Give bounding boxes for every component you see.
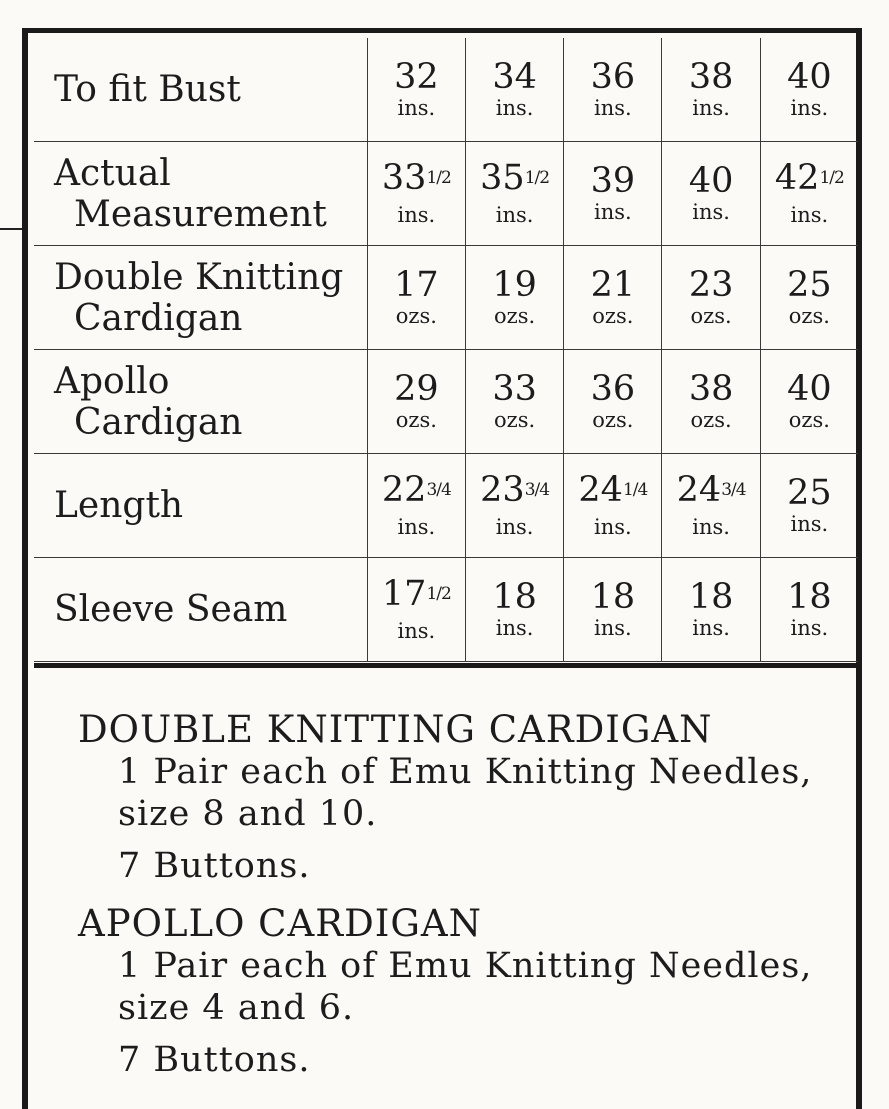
size-cell	[564, 246, 662, 350]
cell-whole-number: 33	[492, 368, 537, 409]
cell-value	[564, 576, 661, 617]
cell-fraction: 1/2	[819, 167, 844, 188]
cell-value	[761, 56, 858, 97]
cell-whole-number: 18	[787, 576, 832, 617]
cell-value	[761, 368, 858, 409]
cell-unit: ozs.	[788, 303, 830, 328]
size-cell	[760, 142, 858, 246]
cell-value	[662, 264, 759, 305]
dk-needles-line-1: 1 Pair each of Emu Knitting Needles,	[118, 752, 813, 792]
cell-whole-number: 39	[590, 160, 636, 201]
size-cell	[760, 350, 858, 454]
size-cell	[367, 558, 465, 662]
cell-whole-number: 22	[381, 469, 427, 510]
size-cell	[465, 38, 563, 142]
cell-unit: ins.	[495, 95, 534, 120]
cell-whole-number: 35	[480, 157, 525, 198]
dk-needles-line-2: size 8 and 10.	[118, 794, 378, 834]
cell-unit: ins.	[594, 199, 632, 224]
cell-value	[662, 576, 759, 617]
cell-value	[564, 469, 661, 514]
cell-whole-number: 18	[590, 576, 636, 617]
cell-whole-number: 38	[688, 368, 734, 409]
size-cell	[564, 142, 662, 246]
cell-whole-number: 33	[381, 157, 427, 198]
size-cell	[367, 350, 465, 454]
cell-whole-number: 40	[787, 56, 832, 97]
cell-value	[761, 576, 858, 617]
size-cell	[760, 38, 858, 142]
cell-value	[662, 368, 759, 409]
cell-value	[466, 157, 563, 202]
cell-value	[466, 264, 563, 305]
size-cell	[564, 38, 662, 142]
cell-unit: ins.	[495, 514, 534, 539]
row-label-line: Sleeve Seam	[54, 589, 288, 630]
cell-unit: ozs.	[395, 407, 437, 432]
row-label	[34, 558, 367, 662]
cell-value	[564, 264, 661, 305]
size-cell	[662, 454, 760, 558]
size-cell	[465, 350, 563, 454]
row-label	[34, 142, 367, 246]
row-label	[34, 454, 367, 558]
cell-unit: ozs.	[592, 303, 634, 328]
cell-unit: ozs.	[690, 407, 732, 432]
section-divider	[34, 663, 862, 668]
cell-unit: ozs.	[395, 303, 437, 328]
cell-value	[466, 56, 563, 97]
cell-value	[564, 368, 661, 409]
dk-buttons: 7 Buttons.	[118, 846, 311, 886]
cell-fraction: 3/4	[721, 479, 746, 500]
cell-fraction: 3/4	[524, 479, 550, 500]
table-row	[34, 38, 858, 142]
cell-whole-number: 23	[688, 264, 734, 305]
row-label-line: Actual	[54, 152, 171, 194]
cell-whole-number: 36	[590, 56, 636, 97]
cell-value	[761, 472, 858, 513]
cell-whole-number: 24	[578, 469, 623, 510]
cell-value	[368, 573, 465, 618]
cell-value	[662, 56, 759, 97]
materials-section	[78, 709, 858, 1081]
cell-whole-number: 18	[492, 576, 537, 617]
cell-value	[761, 264, 858, 305]
cell-unit: ins.	[594, 95, 632, 120]
cell-unit: ins.	[397, 618, 436, 643]
cell-unit: ins.	[790, 615, 829, 640]
cell-fraction: 3/4	[426, 479, 451, 500]
size-cell	[367, 246, 465, 350]
cell-value	[564, 160, 661, 201]
cell-unit: ozs.	[690, 303, 732, 328]
cell-whole-number: 34	[492, 56, 537, 97]
cell-whole-number: 25	[787, 264, 832, 305]
size-cell	[465, 454, 563, 558]
cell-value	[564, 56, 661, 97]
apollo-buttons: 7 Buttons.	[118, 1040, 311, 1080]
cell-value	[368, 368, 465, 409]
cell-whole-number: 18	[688, 576, 734, 617]
apollo-needles-line-2: size 4 and 6.	[118, 988, 355, 1028]
row-label-line: Cardigan	[74, 297, 243, 339]
row-label-line: Length	[54, 485, 184, 526]
row-label	[34, 350, 367, 454]
cell-whole-number: 25	[787, 472, 832, 513]
cell-whole-number: 19	[492, 264, 537, 305]
cell-whole-number: 40	[787, 368, 832, 409]
table-row	[34, 246, 858, 350]
table-row	[34, 350, 858, 454]
cell-unit: ins.	[790, 95, 829, 120]
size-cell	[465, 246, 563, 350]
apollo-needles-line-1: 1 Pair each of Emu Knitting Needles,	[118, 946, 813, 986]
cell-unit: ozs.	[494, 407, 536, 432]
size-cell	[564, 350, 662, 454]
cell-value	[368, 469, 465, 514]
row-label-line: Cardigan	[74, 401, 243, 443]
cell-unit: ins.	[692, 199, 730, 224]
cell-fraction: 1/2	[524, 167, 550, 188]
pattern-panel	[22, 28, 862, 1109]
cell-unit: ozs.	[592, 407, 634, 432]
cell-fraction: 1/4	[622, 479, 648, 500]
cell-unit: ozs.	[494, 303, 536, 328]
cell-value	[368, 264, 465, 305]
table-row	[34, 142, 858, 246]
size-cell	[760, 454, 858, 558]
size-cell	[465, 142, 563, 246]
dk-heading: DOUBLE KNITTING CARDIGAN	[78, 708, 713, 751]
cell-fraction: 1/2	[426, 583, 451, 604]
size-cell	[367, 38, 465, 142]
size-cell	[367, 142, 465, 246]
cell-whole-number: 38	[688, 56, 734, 97]
apollo-heading: APOLLO CARDIGAN	[78, 902, 483, 945]
row-label-line: Measurement	[74, 193, 327, 235]
cell-whole-number: 36	[590, 368, 636, 409]
row-label-line: Apollo	[54, 360, 170, 402]
cell-value	[662, 469, 759, 514]
cell-unit: ins.	[594, 615, 632, 640]
row-label-line: Double Knitting	[54, 256, 344, 298]
cell-value	[368, 56, 465, 97]
row-label	[34, 246, 367, 350]
cell-whole-number: 24	[676, 469, 722, 510]
cell-whole-number: 17	[381, 573, 427, 614]
cell-whole-number: 40	[688, 160, 734, 201]
size-cell	[662, 350, 760, 454]
size-cell	[760, 246, 858, 350]
cell-unit: ins.	[495, 202, 534, 227]
cell-value	[761, 157, 858, 202]
row-label	[34, 38, 367, 142]
size-cell	[564, 454, 662, 558]
cell-value	[466, 368, 563, 409]
cell-unit: ins.	[790, 511, 829, 536]
size-cell	[564, 558, 662, 662]
cell-whole-number: 32	[394, 56, 439, 97]
cell-unit: ins.	[594, 514, 632, 539]
table-row	[34, 454, 858, 558]
cell-whole-number: 29	[394, 368, 439, 409]
size-cell	[465, 558, 563, 662]
cell-value	[368, 157, 465, 202]
cell-unit: ins.	[692, 514, 730, 539]
table-row	[34, 558, 858, 662]
cell-whole-number: 21	[590, 264, 636, 305]
size-cell	[662, 38, 760, 142]
size-cell	[760, 558, 858, 662]
row-label-line: To fit Bust	[54, 69, 241, 110]
size-cell	[662, 558, 760, 662]
size-cell	[367, 454, 465, 558]
cell-fraction: 1/2	[426, 167, 451, 188]
cell-whole-number: 23	[480, 469, 525, 510]
cell-unit: ins.	[495, 615, 534, 640]
size-cell	[662, 142, 760, 246]
cell-unit: ins.	[692, 615, 730, 640]
cell-unit: ozs.	[788, 407, 830, 432]
cell-unit: ins.	[397, 95, 436, 120]
cell-unit: ins.	[692, 95, 730, 120]
cell-value	[466, 469, 563, 514]
cell-unit: ins.	[397, 514, 436, 539]
cell-unit: ins.	[790, 202, 829, 227]
cell-unit: ins.	[397, 202, 436, 227]
cell-whole-number: 42	[774, 157, 820, 198]
size-table	[34, 38, 858, 662]
size-cell	[662, 246, 760, 350]
cell-value	[466, 576, 563, 617]
cell-value	[662, 160, 759, 201]
cell-whole-number: 17	[394, 264, 439, 305]
